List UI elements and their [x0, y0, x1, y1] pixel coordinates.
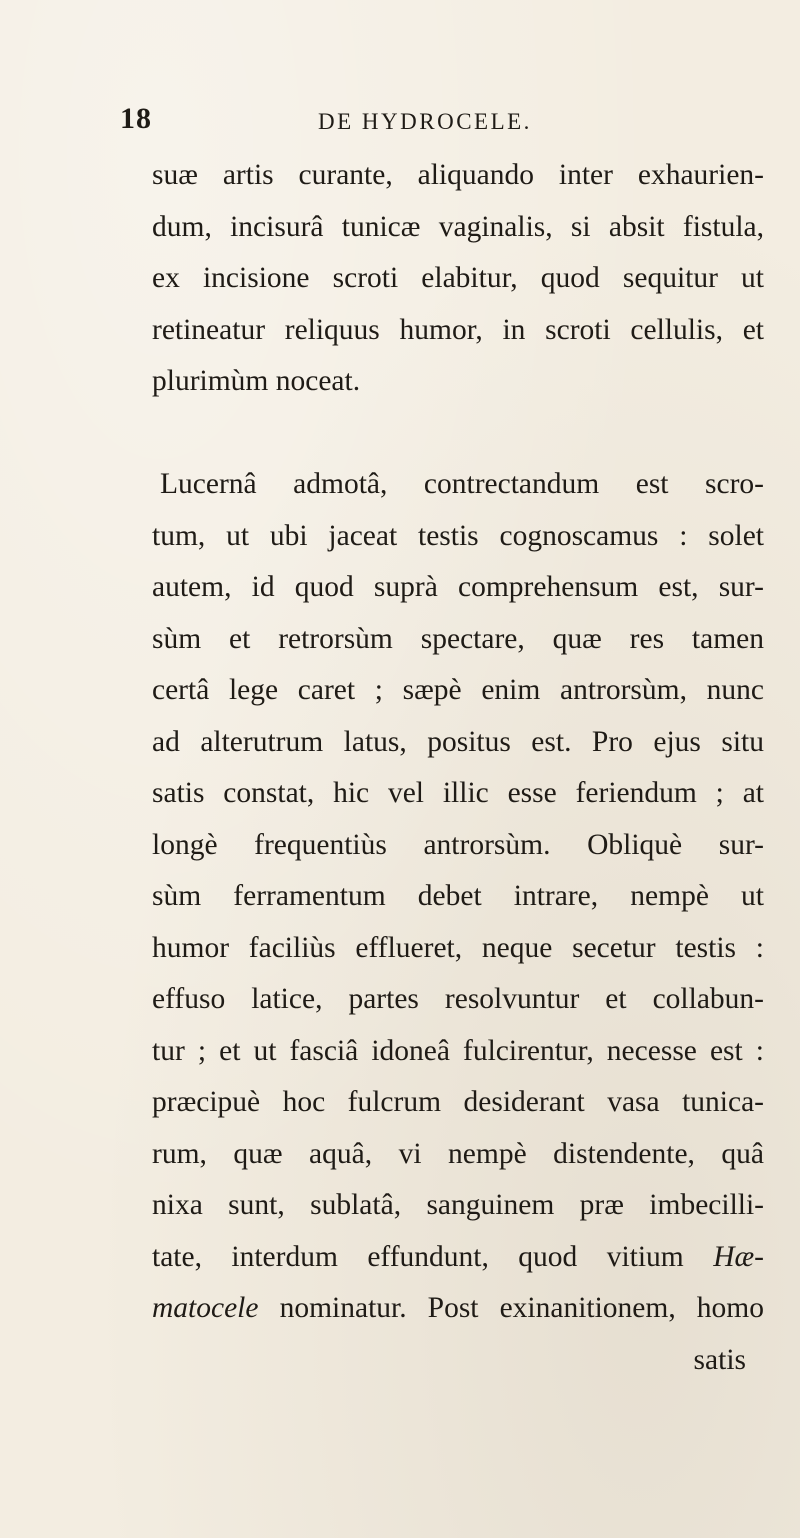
text-line: sùm ferramentum debet intrare, nempè ut [152, 880, 764, 912]
text-line: tur ; et ut fasciâ idoneâ fulcirentur, necesse est : [152, 1034, 764, 1067]
text-line-with-italic [152, 1283, 764, 1335]
running-head: DE HYDROCELE. [318, 109, 532, 134]
text-line: nixa sunt, sublatâ, sanguinem præ imbecilli- [152, 1189, 764, 1221]
text-line: ad alterutrum latus, positus est. Pro ejus situ [152, 725, 764, 758]
text-segment: tate, interdum effundunt, quod vitium [152, 1240, 684, 1273]
text-line: certâ lege caret ; sæpè enim antrorsùm, nunc [152, 674, 764, 706]
text-line: tum, ut ubi jaceat testis cognoscamus : solet [152, 519, 764, 552]
catchword: satis [693, 1343, 746, 1376]
text-line: longè frequentiùs antrorsùm. Obliquè sur- [152, 828, 764, 861]
italic-term-end: matocele [152, 1292, 259, 1324]
italic-term-start: Hæ- [713, 1240, 764, 1273]
text-line: ex incisione scroti elabitur, quod sequitur ut [152, 262, 764, 294]
page-header [0, 102, 800, 142]
text-line: effuso latice, partes resolvuntur et collabun- [152, 983, 764, 1015]
text-line: dum, incisurâ tunicæ vaginalis, si absit fistula, [152, 210, 764, 243]
text-line: retineatur reliquus humor, in scroti cellulis, et [152, 313, 764, 346]
page-number: 18 [120, 102, 152, 135]
text-line: rum, quæ aquâ, vi nempè distendente, quâ [152, 1137, 764, 1170]
text-line: sùm et retrorsùm spectare, quæ res tamen [152, 622, 764, 655]
text-line-with-italic [152, 1232, 764, 1284]
text-line: suæ artis curante, aliquando inter exhaurien- [152, 159, 764, 191]
text-segment: nominatur. Post exinanitionem, homo [279, 1292, 765, 1324]
body-text [152, 150, 764, 1386]
text-line: plurimùm noceat. [152, 365, 361, 397]
text-line: satis constat, hic vel illic esse feriendum ; at [152, 777, 764, 809]
text-line: Lucernâ admotâ, contrectandum est scro- [160, 468, 764, 500]
text-line: humor faciliùs efflueret, neque secetur testis : [152, 931, 764, 964]
paragraph-gap [152, 408, 764, 460]
text-line: præcipuè hoc fulcrum desiderant vasa tunica- [152, 1086, 764, 1118]
text-line: autem, id quod suprà comprehensum est, sur- [152, 571, 764, 603]
